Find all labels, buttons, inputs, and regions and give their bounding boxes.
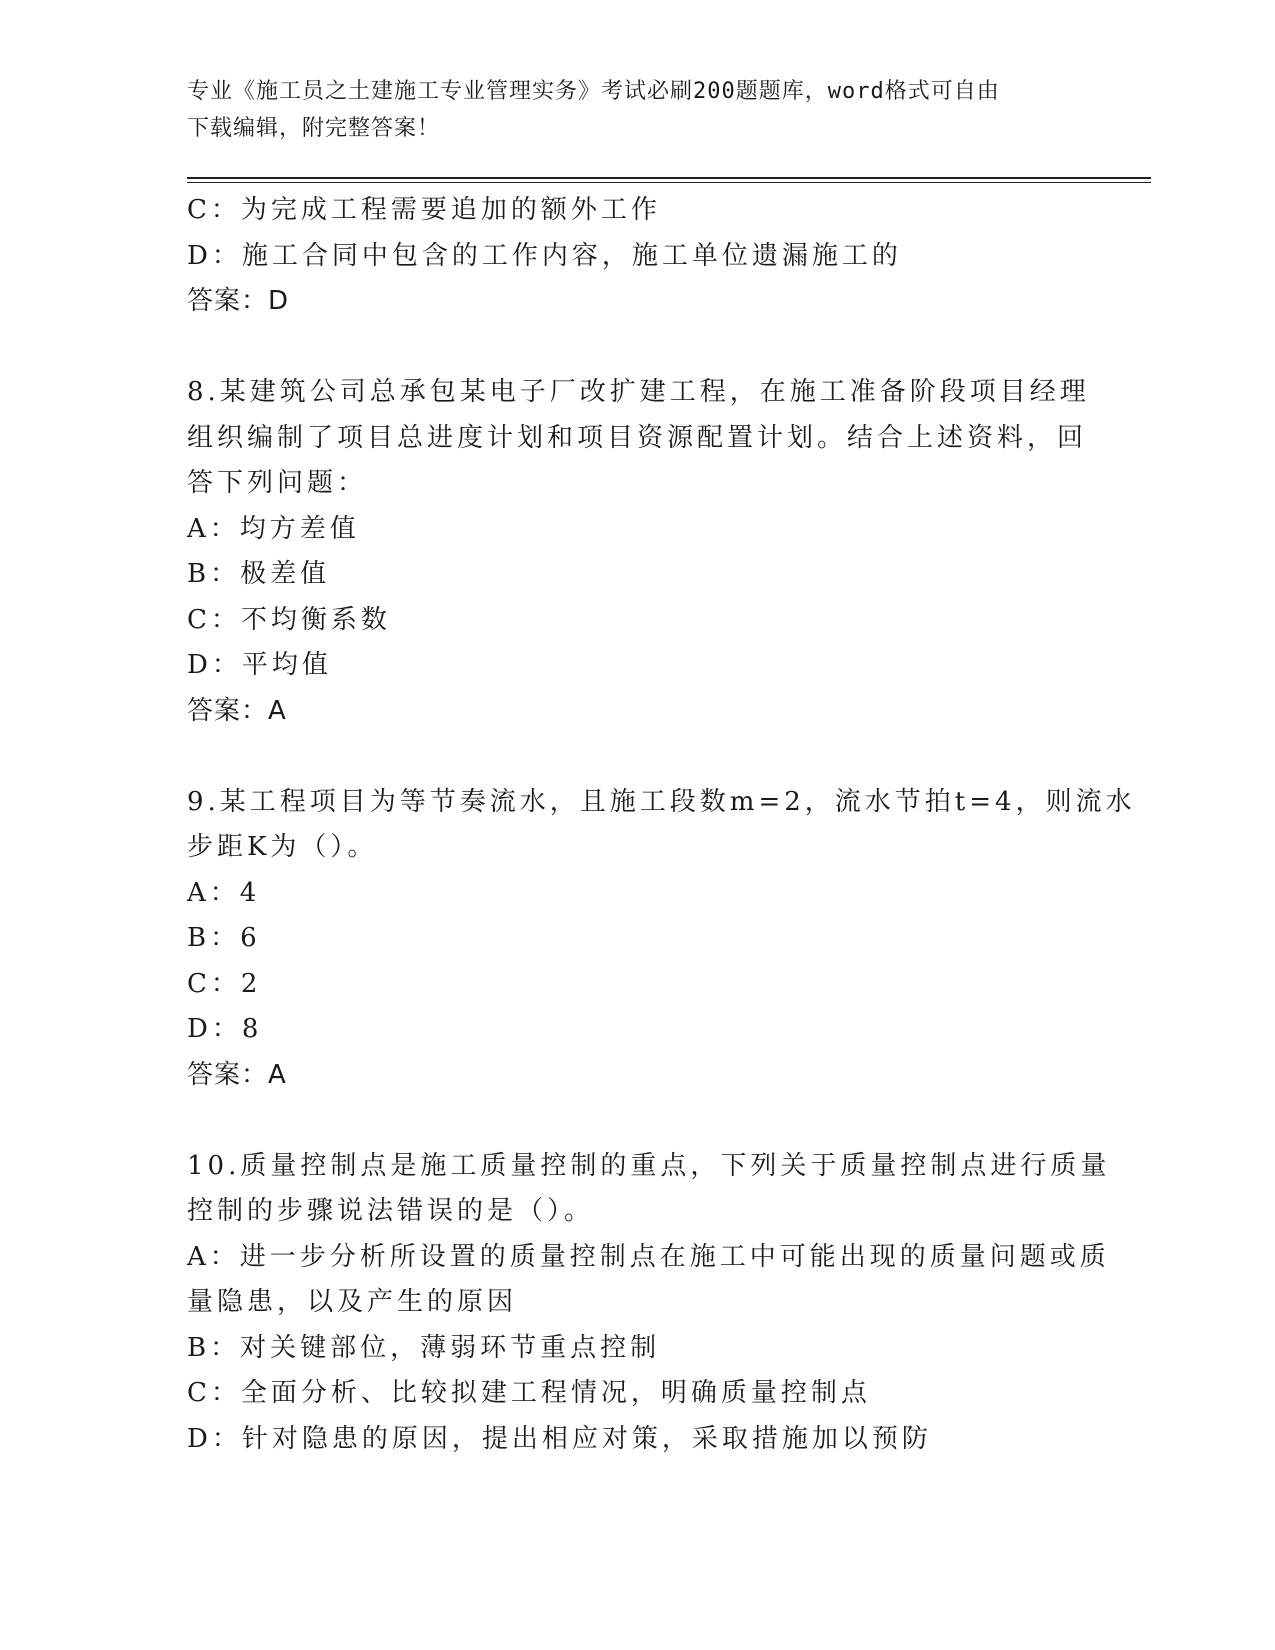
option-b: B：对关键部位，薄弱环节重点控制 xyxy=(187,1332,661,1363)
answer: 答案：A xyxy=(187,1059,287,1090)
option-d: D：平均值 xyxy=(187,650,332,680)
header-divider-thick xyxy=(187,177,1151,179)
option-b: B：6 xyxy=(187,923,261,953)
option-a: A：均方差值 xyxy=(187,513,360,544)
option-d: D：针对隐患的原因，提出相应对策，采取措施加以预防 xyxy=(187,1423,932,1454)
question-text-line: 答下列问题： xyxy=(187,468,368,498)
option-b: B：极差值 xyxy=(187,559,331,589)
option-c: C：全面分析、比较拟建工程情况，明确质量控制点 xyxy=(187,1378,871,1408)
question-9 xyxy=(187,780,1136,1099)
header-line-1: 专业《施工员之土建施工专业管理实务》考试必刷200题题库，word格式可自由 xyxy=(187,79,1000,104)
question-text-line: 9.某工程项目为等节奏流水，且施工段数m=2，流水节拍t=4，则流水 xyxy=(187,786,1136,817)
answer: 答案：D xyxy=(187,286,290,316)
answer: 答案：A xyxy=(187,695,287,726)
option-a: A：4 xyxy=(187,877,261,908)
question-text-line: 组织编制了项目总进度计划和项目资源配置计划。结合上述资料，回 xyxy=(187,422,1088,453)
option-a: A：进一步分析所设置的质量控制点在施工中可能出现的质量问题或质 xyxy=(187,1241,1110,1272)
option-a-continued: 量隐患，以及产生的原因 xyxy=(187,1287,518,1317)
option-d: D：8 xyxy=(187,1014,263,1044)
document-body xyxy=(187,188,1136,1462)
option-d: D：施工合同中包含的工作内容，施工单位遗漏施工的 xyxy=(187,240,902,271)
question-text-line: 8.某建筑公司总承包某电子厂改扩建工程，在施工准备阶段项目经理 xyxy=(187,377,1090,407)
header-divider-thin xyxy=(187,182,1151,183)
question-8 xyxy=(187,370,1090,734)
spacer xyxy=(187,325,1087,371)
question-text-line: 10.质量控制点是施工质量控制的重点，下列关于质量控制点进行质量 xyxy=(187,1150,1111,1181)
document-header-note xyxy=(187,73,1087,147)
option-c: C：不均衡系数 xyxy=(187,604,391,635)
question-10 xyxy=(187,1144,1111,1463)
spacer xyxy=(187,1098,1087,1144)
question-text-line: 控制的步骤说法错误的是（）。 xyxy=(187,1196,595,1226)
question-7-tail xyxy=(187,188,1087,325)
question-text-line: 步距K为（）。 xyxy=(187,832,378,862)
header-line-2: 下载编辑，附完整答案！ xyxy=(187,116,441,141)
option-c: C：2 xyxy=(187,968,262,999)
option-c: C：为完成工程需要追加的额外工作 xyxy=(187,195,661,225)
spacer xyxy=(187,734,1087,780)
